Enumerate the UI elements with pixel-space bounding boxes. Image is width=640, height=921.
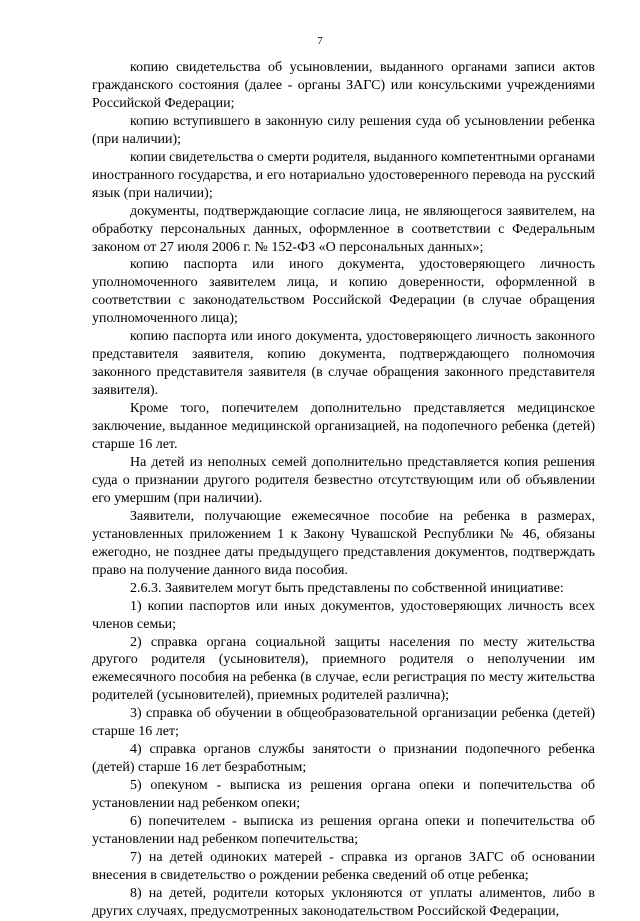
page-number: 7 <box>317 35 323 47</box>
paragraph: 2) справка органа социальной защиты населения по месту жительства другого родителя (усыновителя), приемного родителя о неполучении им ежемесячного пособия на ребенка (в случае, если регистрация по месту жительства родителей (усыновителей), приемных родителей различна); <box>92 634 595 704</box>
paragraph: копии свидетельства о смерти родителя, выданного компетентными органами иностранного государства, и его нотариально удостоверенного перевода на русский язык (при наличии); <box>92 149 595 201</box>
paragraph: На детей из неполных семей дополнительно представляется копия решения суда о признании другого родителя безвестно отсутствующим или об объявлении его умершим (при наличии). <box>92 454 595 506</box>
paragraph: копию паспорта или иного документа, удостоверяющего личность уполномоченного заявителем лица, и копию доверенности, оформленной в соответствии с законодательством Российской Федерации (в случае обращения уполномоченного лица); <box>92 257 595 327</box>
paragraph: 3) справка об обучении в общеобразовательной организации ребенка (детей) старше 16 лет; <box>92 706 595 740</box>
paragraph: 8) на детей, родители которых уклоняются от уплаты алиментов, либо в других случаях, предусмотренных законодательством Российской Федерации, <box>92 885 595 919</box>
paragraph: 6) попечителем - выписка из решения органа опеки и попечительства об установлении над ребенком попечительства; <box>92 814 595 847</box>
paragraph: Заявители, получающие ежемесячное пособие на ребенка в размерах, установленных приложением 1 к Закону Чувашской Республики № 46, обязаны ежегодно, не позднее даты предыдущего представления документов, подтверждать право на получение данного вида пособия. <box>92 508 595 578</box>
paragraph: копию паспорта или иного документа, удостоверяющего личность законного представителя заявителя, копию документа, подтверждающего полномочия законного представителя заявителя (в случае обращения законного представителя заявителя). <box>92 329 595 399</box>
paragraph: копию свидетельства об усыновлении, выданного органами записи актов гражданского состояния (далее - органы ЗАГС) или консульскими учреждениями Российской Федерации; <box>92 60 595 111</box>
paragraph: документы, подтверждающие согласие лица, не являющегося заявителем, на обработку персональных данных, оформленное в соответствии с Федеральным законом от 27 июля 2006 г. № 152-ФЗ «О персональных данных»; <box>92 203 595 255</box>
paragraph: 1) копии паспортов или иных документов, удостоверяющих личность всех членов семьи; <box>92 598 595 632</box>
paragraph: 4) справка органов службы занятости о признании подопечного ребенка (детей) старше 16 лет безработным; <box>92 742 595 776</box>
paragraph: 5) опекуном - выписка из решения органа опеки и попечительства об установлении над ребенком опеки; <box>92 778 595 812</box>
paragraph: 7) на детей одиноких матерей - справка из органов ЗАГС об основании внесения в свидетельство о рождении ребенка сведений об отце ребенка; <box>92 849 595 883</box>
paragraph: Кроме того, попечителем дополнительно представляется медицинское заключение, выданное медицинской организацией, на подопечного ребенка (детей) старше 16 лет. <box>92 401 595 453</box>
document-body <box>92 59 595 921</box>
paragraph: копию вступившего в законную силу решения суда об усыновлении ребенка (при наличии); <box>92 113 595 147</box>
paragraph: 2.6.3. Заявителем могут быть представлены по собственной инициативе: <box>130 580 564 596</box>
